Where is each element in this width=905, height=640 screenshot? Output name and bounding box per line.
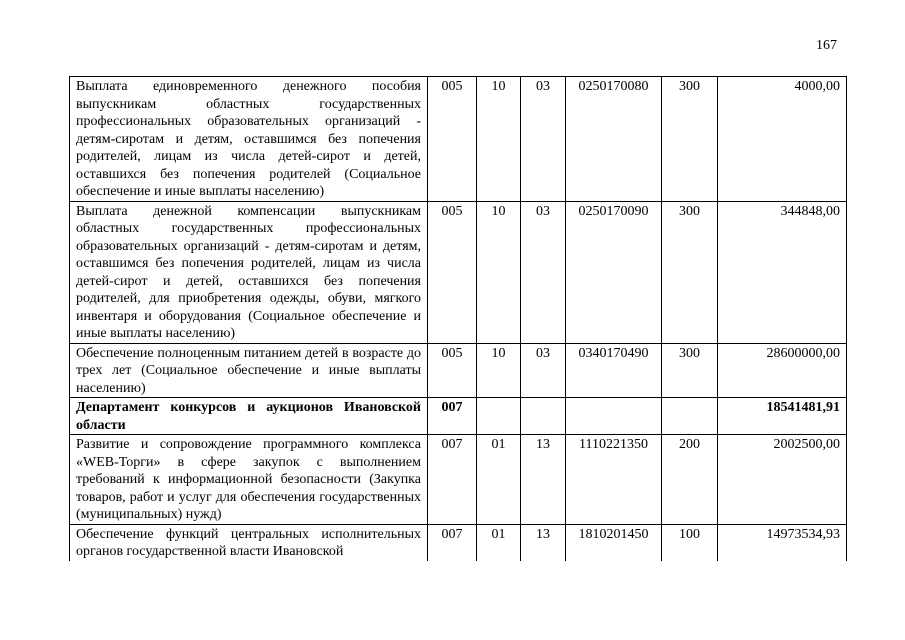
expense-type-code <box>662 398 718 435</box>
table-row <box>70 77 847 202</box>
ministry-code: 005 <box>428 343 477 398</box>
amount: 2002500,00 <box>718 435 847 525</box>
section-code: 10 <box>477 201 521 343</box>
row-description: Развитие и сопровождение программного комплекса «WEB-Торги» в сфере закупок с выполнением требований к информационной безопасности (Закупка товаров, работ и услуг для обеспечения государственных (муниципальных) нужд) <box>70 435 428 525</box>
amount: 4000,00 <box>718 77 847 202</box>
row-description: Обеспечение полноценным питанием детей в возрасте до трех лет (Социальное обеспечение и иные выплаты населению) <box>70 343 428 398</box>
department-name: Департамент конкурсов и аукционов Ивановской области <box>70 398 428 435</box>
department-total-amount: 18541481,91 <box>718 398 847 435</box>
row-description: Выплата единовременного денежного пособия выпускникам областных государственных профессиональных образовательных организаций - детям-сиротам и детям, оставшимся без попечения родителей, лицам из числа детей-сирот и детей, оставшихся без попечения родителей (Социальное обеспечение и иные выплаты населению) <box>70 77 428 202</box>
table-row <box>70 435 847 525</box>
ministry-code: 005 <box>428 77 477 202</box>
section-code: 10 <box>477 77 521 202</box>
expense-type-code: 100 <box>662 524 718 561</box>
target-article-code <box>566 398 662 435</box>
target-article-code: 1810201450 <box>566 524 662 561</box>
ministry-code: 007 <box>428 435 477 525</box>
table-row-department <box>70 398 847 435</box>
section-code <box>477 398 521 435</box>
expense-type-code: 300 <box>662 343 718 398</box>
table-row <box>70 524 847 561</box>
subsection-code: 13 <box>521 524 566 561</box>
subsection-code: 03 <box>521 201 566 343</box>
ministry-code: 007 <box>428 398 477 435</box>
subsection-code <box>521 398 566 435</box>
amount: 28600000,00 <box>718 343 847 398</box>
ministry-code: 005 <box>428 201 477 343</box>
amount: 344848,00 <box>718 201 847 343</box>
target-article-code: 0250170080 <box>566 77 662 202</box>
budget-table <box>69 76 847 561</box>
ministry-code: 007 <box>428 524 477 561</box>
target-article-code: 1110221350 <box>566 435 662 525</box>
section-code: 10 <box>477 343 521 398</box>
expense-type-code: 300 <box>662 201 718 343</box>
subsection-code: 03 <box>521 343 566 398</box>
section-code: 01 <box>477 435 521 525</box>
target-article-code: 0340170490 <box>566 343 662 398</box>
subsection-code: 03 <box>521 77 566 202</box>
subsection-code: 13 <box>521 435 566 525</box>
page-number: 167 <box>816 38 837 53</box>
target-article-code: 0250170090 <box>566 201 662 343</box>
section-code: 01 <box>477 524 521 561</box>
expense-type-code: 300 <box>662 77 718 202</box>
table-row <box>70 201 847 343</box>
table-row <box>70 343 847 398</box>
row-description: Выплата денежной компенсации выпускникам областных государственных профессиональных образовательных организаций - детям-сиротам и детям, оставшимся без попечения родителей, лицам из числа детей-сирот и детей, оставшихся без попечения родителей, для приобретения одежды, обуви, мягкого инвентаря и оборудования (Социальное обеспечение и иные выплаты населению) <box>70 201 428 343</box>
amount: 14973534,93 <box>718 524 847 561</box>
expense-type-code: 200 <box>662 435 718 525</box>
row-description: Обеспечение функций центральных исполнительных органов государственной власти Ивановской <box>70 524 428 561</box>
